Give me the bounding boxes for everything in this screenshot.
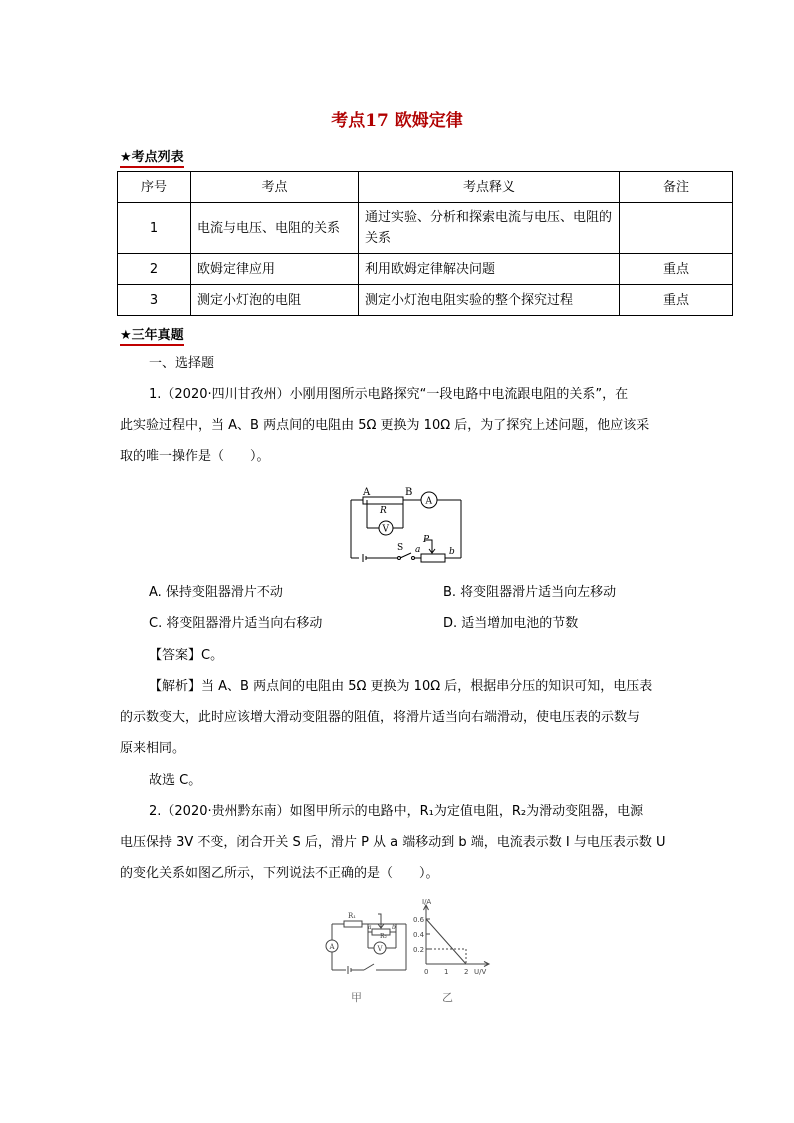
q1-conclusion: 故选 C。: [149, 773, 202, 788]
q1-line2: 此实验过程中，当 A、B 两点间的电阻由 5Ω 更换为 10Ω 后，为了探究上述问题，他应该采: [120, 418, 650, 433]
table-cell: 2: [118, 254, 191, 285]
option-b: B. 将变阻器滑片适当向左移动: [443, 585, 617, 600]
topic-table: [117, 171, 733, 316]
q1-analysis-line2: 的示数变大，此时应该增大滑动变阻器的阻值，将滑片适当向右端滑动，使电压表的示数与: [120, 710, 641, 725]
header-cell: 备注: [620, 172, 733, 203]
table-cell: 1: [118, 203, 191, 254]
q1-line1: 1.（2020·四川甘孜州）小刚用图所示电路探究“一段电路中电流跟电阻的关系”，在: [149, 387, 629, 402]
table-cell: 测定小灯泡的电阻: [191, 285, 359, 316]
option-c: C. 将变阻器滑片适当向右移动: [149, 616, 323, 631]
option-a: A. 保持变阻器滑片不动: [149, 585, 283, 600]
label-R: R: [380, 506, 387, 516]
table-cell: [620, 203, 733, 254]
part-heading: 一、选择题: [149, 356, 215, 371]
table-cell: 电流与电压、电阻的关系: [191, 203, 359, 254]
table-row: [118, 254, 733, 285]
label-S: S: [397, 543, 404, 553]
q1-analysis-line3: 原来相同。: [120, 741, 186, 756]
figure-caption-yi: 乙: [442, 991, 453, 1004]
q1-answer: 【答案】C。: [149, 648, 224, 663]
section-heading-exams: [120, 324, 184, 343]
ammeter-label: A: [425, 496, 432, 507]
y-tick-label: 0.6: [413, 916, 425, 924]
label-B: B: [405, 487, 413, 498]
q2-line3: 的变化关系如图乙所示，下列说法不正确的是（ ）。: [120, 866, 439, 881]
q1-analysis-line1: 【解析】当 A、B 两点间的电阻由 5Ω 更换为 10Ω 后，根据串分压的知识可知，电压表: [149, 679, 653, 694]
table-cell: 通过实验、分析和探索电流与电压、电阻的关系: [359, 203, 620, 254]
table-cell: 重点: [620, 254, 733, 285]
section-heading-list: [120, 146, 184, 165]
label-b: b: [449, 547, 455, 557]
table-row: [118, 203, 733, 254]
x-tick-label: 2: [464, 968, 469, 976]
x-tick-label: 1: [444, 968, 449, 976]
ammeter-label: A: [329, 943, 335, 951]
q2-graph-yi: [412, 896, 502, 980]
table-row: [118, 285, 733, 316]
section-label: ★三年真题: [120, 328, 184, 343]
y-tick-label: 0.4: [413, 931, 425, 939]
table-cell: 测定小灯泡电阻实验的整个探究过程: [359, 285, 620, 316]
label-A: A: [363, 487, 371, 498]
figure-caption-jia: 甲: [351, 991, 362, 1004]
label-R2: R₂: [380, 933, 387, 940]
x-tick-label: 0: [424, 968, 429, 976]
table-cell: 3: [118, 285, 191, 316]
x-axis-label: U/V: [474, 968, 487, 976]
y-axis-label: I/A: [422, 898, 432, 906]
label-b: b: [392, 924, 396, 931]
page-title: 考点17 欧姆定律: [331, 111, 463, 131]
q2-line2: 电压保持 3V 不变，闭合开关 S 后，滑片 P 从 a 端移动到 b 端，电流表示数 I 与电压表示数 U: [120, 835, 666, 850]
table-cell: 利用欧姆定律解决问题: [359, 254, 620, 285]
y-tick-label: 0.2: [413, 946, 425, 954]
header-cell: 考点释义: [359, 172, 620, 203]
label-a: a: [415, 545, 421, 555]
option-d: D. 适当增加电池的节数: [443, 616, 579, 631]
header-cell: 序号: [118, 172, 191, 203]
table-cell: 重点: [620, 285, 733, 316]
q2-circuit-figure-jia: [320, 902, 412, 980]
table-cell: 欧姆定律应用: [191, 254, 359, 285]
q1-circuit-figure: [345, 484, 470, 566]
section-label: ★考点列表: [120, 150, 184, 165]
label-a: a: [368, 924, 372, 931]
header-cell: 考点: [191, 172, 359, 203]
voltmeter-label: V: [377, 945, 383, 953]
q1-line3: 取的唯一操作是（ ）。: [120, 449, 270, 464]
label-P: P: [423, 535, 430, 545]
q2-line1: 2.（2020·贵州黔东南）如图甲所示的电路中，R₁为定值电阻，R₂为滑动变阻器，电源: [149, 804, 644, 819]
label-R1: R₁: [348, 912, 357, 920]
table-header-row: [118, 172, 733, 203]
voltmeter-label: V: [382, 524, 389, 535]
